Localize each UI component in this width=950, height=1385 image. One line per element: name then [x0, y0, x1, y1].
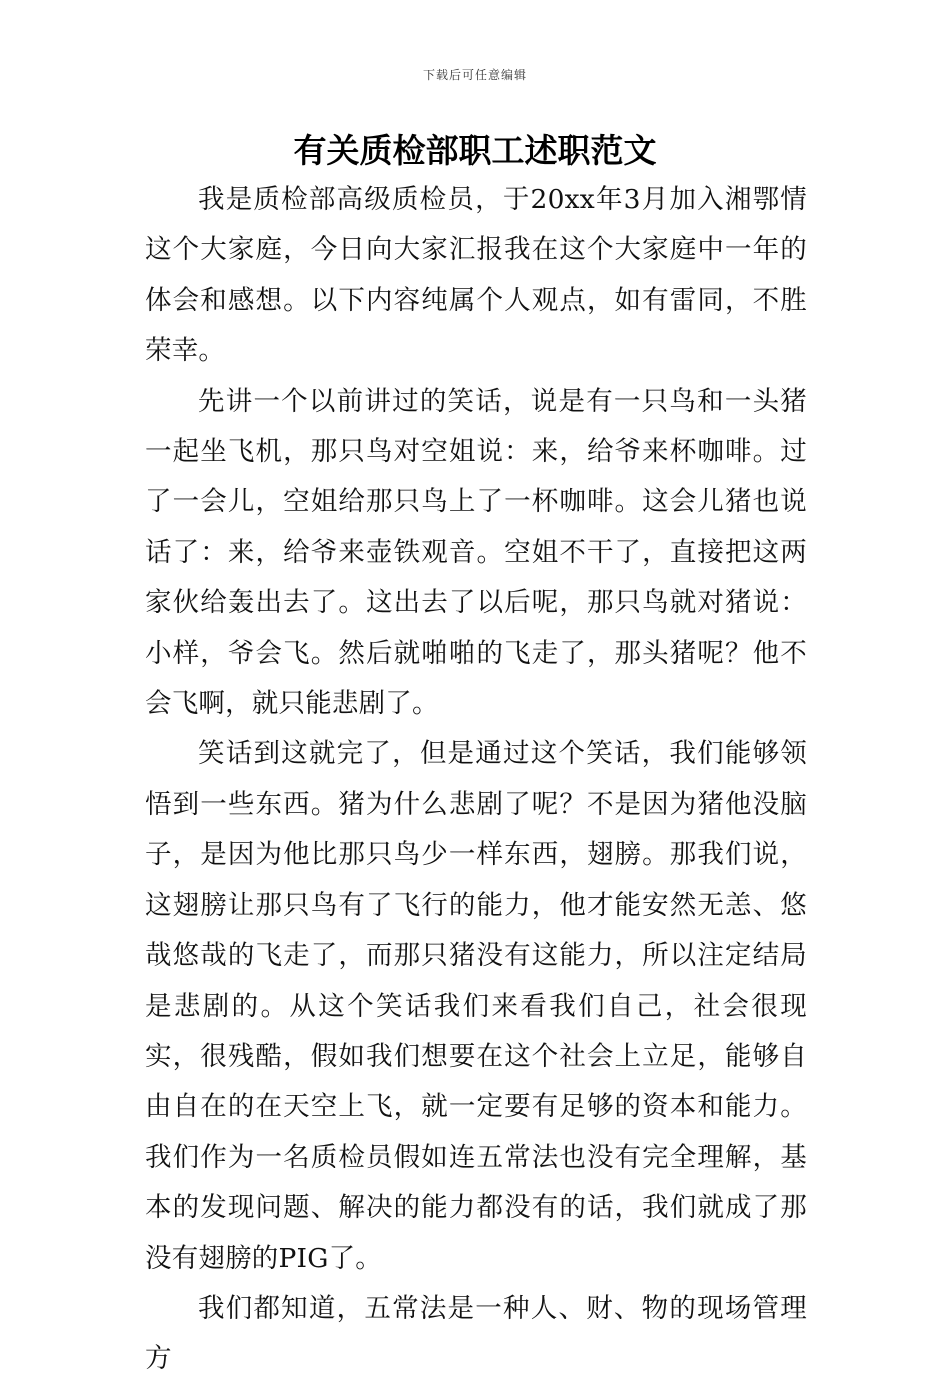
document-body [145, 175, 807, 1385]
document-title: 有关质检部职工述职范文 [293, 131, 657, 170]
paragraph-3: 笑话到这就完了，但是通过这个笑话，我们能够领悟到一些东西。猪为什么悲剧了呢？不是因为猪他没脑子，是因为他比那只鸟少一样东西，翅膀。那我们说，这翅膀让那只鸟有了飞行的能力，他才能安然无恙、悠哉悠哉的飞走了，而那只猪没有这能力，所以注定结局是悲剧的。从这个笑话我们来看我们自己，社会很现实，很残酷，假如我们想要在这个社会上立足，能够自由自在的在天空上飞，就一定要有足够的资本和能力。我们作为一名质检员假如连五常法也没有完全理解，基本的发现问题、解决的能力都没有的话，我们就成了那没有翅膀的PIG了。 [145, 738, 807, 1274]
paragraph-1: 我是质检部高级质检员，于20xx年3月加入湘鄂情这个大家庭，今日向大家汇报我在这个大家庭中一年的体会和感想。以下内容纯属个人观点，如有雷同，不胜荣幸。 [145, 184, 807, 367]
header-note: 下载后可任意编辑 [422, 68, 527, 82]
paragraph-4: 我们都知道，五常法是一种人、财、物的现场管理方 [145, 1292, 807, 1375]
paragraph-2: 先讲一个以前讲过的笑话，说是有一只鸟和一头猪一起坐飞机，那只鸟对空姐说：来，给爷来杯咖啡。过了一会儿，空姐给那只鸟上了一杯咖啡。这会儿猪也说话了：来，给爷来壶铁观音。空姐不干了，直接把这两家伙给轰出去了。这出去了以后呢，那只鸟就对猪说：小样，爷会飞。然后就啪啪的飞走了，那头猪呢？他不会飞啊，就只能悲剧了。 [145, 385, 807, 720]
